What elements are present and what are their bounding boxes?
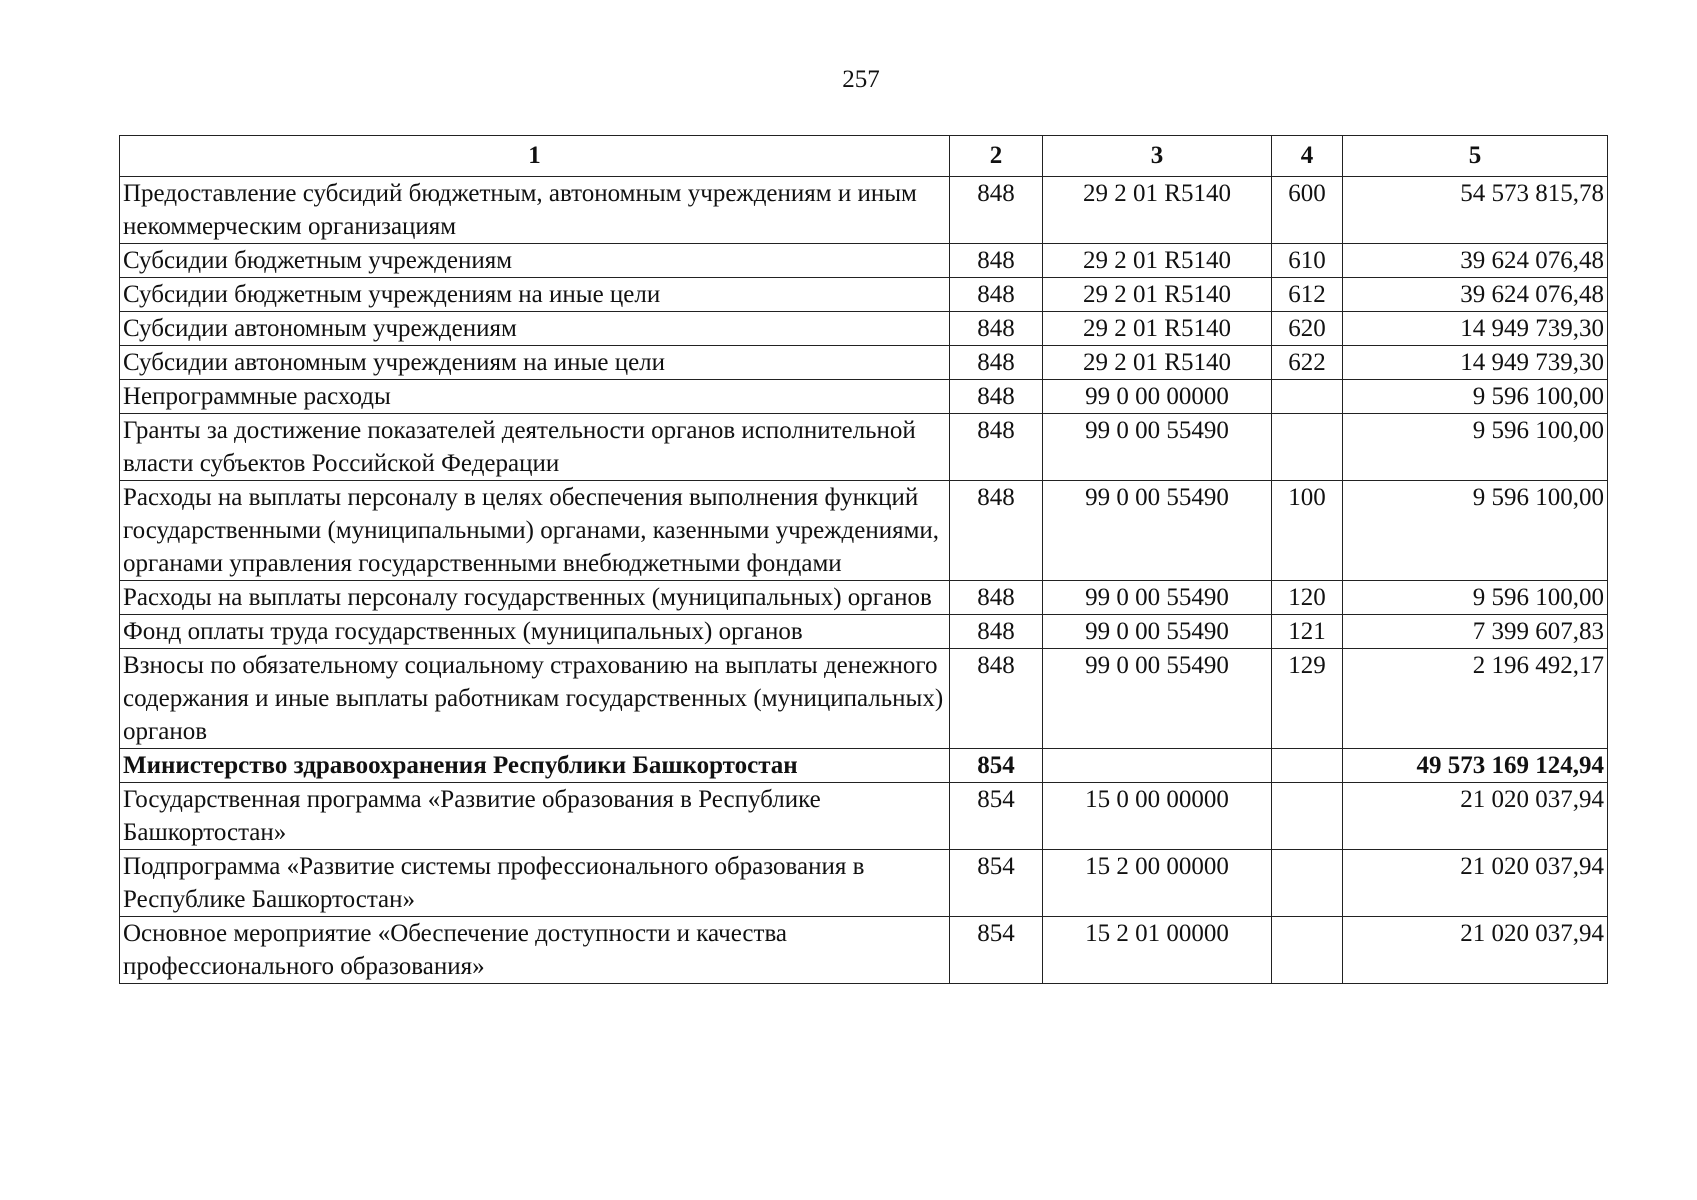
row-expense-type-cell: 612 [1272,278,1343,312]
row-code-cell: 854 [950,749,1043,783]
row-code-cell: 848 [950,244,1043,278]
row-amount-cell: 9 596 100,00 [1343,581,1608,615]
column-header: 2 [950,136,1043,177]
row-name-cell: Подпрограмма «Развитие системы профессионального образования в Республике Башкортостан» [120,850,950,917]
row-target-article-cell: 29 2 01 R5140 [1043,278,1272,312]
row-expense-type-cell [1272,380,1343,414]
row-name-cell: Расходы на выплаты персоналу в целях обеспечения выполнения функций государственными (муниципальными) органами, казенными учреждениями, органами управления государственными внебюджетными фондами [120,481,950,581]
row-code-cell: 848 [950,481,1043,581]
table-row [120,380,1608,414]
row-name-cell: Субсидии автономным учреждениям на иные цели [120,346,950,380]
table-row [120,244,1608,278]
table-row [120,581,1608,615]
row-expense-type-cell: 129 [1272,649,1343,749]
row-name-cell: Субсидии бюджетным учреждениям на иные цели [120,278,950,312]
row-target-article-cell: 15 0 00 00000 [1043,783,1272,850]
row-amount-cell: 21 020 037,94 [1343,850,1608,917]
row-target-article-cell: 15 2 01 00000 [1043,917,1272,984]
row-target-article-cell: 99 0 00 55490 [1043,581,1272,615]
row-name-cell: Взносы по обязательному социальному страхованию на выплаты денежного содержания и иные выплаты работникам государственных (муниципальных) органов [120,649,950,749]
row-code-cell: 848 [950,649,1043,749]
row-name-cell: Непрограммные расходы [120,380,950,414]
row-expense-type-cell: 620 [1272,312,1343,346]
row-target-article-cell [1043,749,1272,783]
table-row [120,346,1608,380]
row-target-article-cell: 29 2 01 R5140 [1043,312,1272,346]
row-code-cell: 848 [950,414,1043,481]
row-name-cell: Субсидии автономным учреждениям [120,312,950,346]
row-expense-type-cell: 120 [1272,581,1343,615]
table-row [120,278,1608,312]
row-target-article-cell: 99 0 00 55490 [1043,615,1272,649]
row-name-cell: Государственная программа «Развитие образования в Республике Башкортостан» [120,783,950,850]
row-amount-cell: 14 949 739,30 [1343,312,1608,346]
row-expense-type-cell: 622 [1272,346,1343,380]
table-row [120,749,1608,783]
row-amount-cell: 9 596 100,00 [1343,414,1608,481]
row-target-article-cell: 15 2 00 00000 [1043,850,1272,917]
row-target-article-cell: 29 2 01 R5140 [1043,244,1272,278]
row-amount-cell: 39 624 076,48 [1343,244,1608,278]
row-code-cell: 848 [950,278,1043,312]
row-amount-cell: 21 020 037,94 [1343,783,1608,850]
row-target-article-cell: 99 0 00 55490 [1043,414,1272,481]
row-expense-type-cell [1272,749,1343,783]
table-row [120,649,1608,749]
row-amount-cell: 2 196 492,17 [1343,649,1608,749]
row-code-cell: 854 [950,783,1043,850]
row-expense-type-cell [1272,414,1343,481]
table-row [120,615,1608,649]
table-row [120,783,1608,850]
row-code-cell: 848 [950,312,1043,346]
row-name-cell: Фонд оплаты труда государственных (муниципальных) органов [120,615,950,649]
row-code-cell: 854 [950,917,1043,984]
row-amount-cell: 7 399 607,83 [1343,615,1608,649]
row-code-cell: 848 [950,346,1043,380]
budget-table [119,135,1608,984]
row-expense-type-cell [1272,917,1343,984]
row-name-cell: Основное мероприятие «Обеспечение доступности и качества профессионального образования» [120,917,950,984]
row-amount-cell: 14 949 739,30 [1343,346,1608,380]
row-code-cell: 848 [950,177,1043,244]
row-name-cell: Субсидии бюджетным учреждениям [120,244,950,278]
row-target-article-cell: 29 2 01 R5140 [1043,177,1272,244]
page-number: 257 [842,66,880,93]
row-code-cell: 848 [950,581,1043,615]
row-amount-cell: 9 596 100,00 [1343,380,1608,414]
table-row [120,414,1608,481]
column-header: 4 [1272,136,1343,177]
table-row [120,312,1608,346]
row-target-article-cell: 99 0 00 55490 [1043,481,1272,581]
column-header: 5 [1343,136,1608,177]
row-expense-type-cell: 610 [1272,244,1343,278]
row-expense-type-cell [1272,783,1343,850]
column-header: 1 [120,136,950,177]
row-target-article-cell: 29 2 01 R5140 [1043,346,1272,380]
table-row [120,917,1608,984]
row-name-cell: Гранты за достижение показателей деятельности органов исполнительной власти субъектов Российской Федерации [120,414,950,481]
row-amount-cell: 21 020 037,94 [1343,917,1608,984]
row-amount-cell: 39 624 076,48 [1343,278,1608,312]
row-code-cell: 848 [950,615,1043,649]
table-row [120,850,1608,917]
row-expense-type-cell [1272,850,1343,917]
row-name-cell: Расходы на выплаты персоналу государственных (муниципальных) органов [120,581,950,615]
row-target-article-cell: 99 0 00 55490 [1043,649,1272,749]
table-row [120,481,1608,581]
table-row [120,177,1608,244]
row-amount-cell: 9 596 100,00 [1343,481,1608,581]
row-name-cell: Предоставление субсидий бюджетным, автономным учреждениям и иным некоммерческим организациям [120,177,950,244]
row-name-cell: Министерство здравоохранения Республики Башкортостан [120,749,950,783]
row-code-cell: 854 [950,850,1043,917]
column-header: 3 [1043,136,1272,177]
table-header-row [120,136,1608,177]
row-target-article-cell: 99 0 00 00000 [1043,380,1272,414]
row-code-cell: 848 [950,380,1043,414]
row-expense-type-cell: 100 [1272,481,1343,581]
row-expense-type-cell: 600 [1272,177,1343,244]
row-amount-cell: 54 573 815,78 [1343,177,1608,244]
row-amount-cell: 49 573 169 124,94 [1343,749,1608,783]
row-expense-type-cell: 121 [1272,615,1343,649]
